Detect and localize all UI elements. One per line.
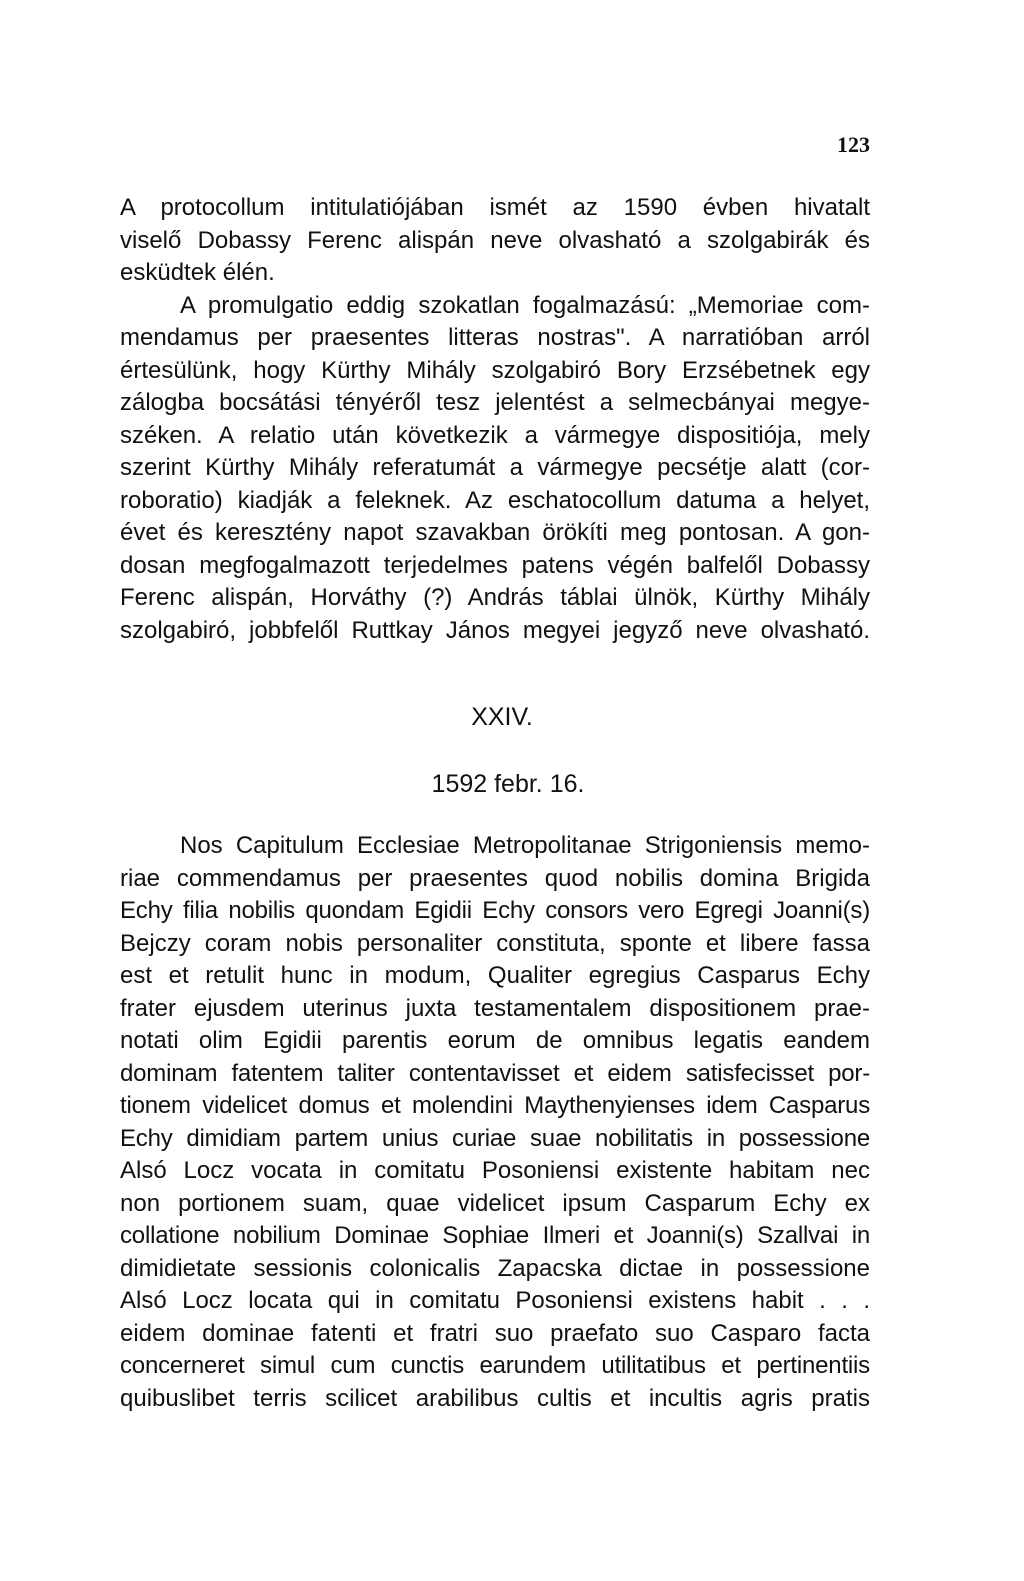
text-line: Nos Capitulum Ecclesiae Metropolitanae Strigoniensis memo- xyxy=(180,832,870,859)
text-line: notati olim Egidii parentis eorum de omnibus legatis eandem xyxy=(120,1027,870,1054)
text-line: A protocollum intitulatiójában ismét az 1590 évben hivatalt xyxy=(120,194,870,221)
section-title: XXIV. xyxy=(471,703,533,731)
text-line: Alsó Locz vocata in comitatu Posoniensi existente habitam nec xyxy=(120,1157,870,1184)
text-line: szerint Kürthy Mihály referatumát a vármegye pecsétje alatt (cor- xyxy=(120,454,870,481)
text-line: A promulgatio eddig szokatlan fogalmazású: „Memoriae com- xyxy=(180,291,870,319)
text-line: concerneret simul cum cunctis earundem utilitatibus et pertinentiis xyxy=(120,1352,870,1379)
text-line: roboratio) kiadják a feleknek. Az eschatocollum datuma a helyet, xyxy=(120,486,870,514)
text-line: esküdtek élén. xyxy=(120,259,275,286)
text-line: eidem dominae fatenti et fratri suo praefato suo Casparo facta xyxy=(120,1319,870,1347)
document-date: 1592 febr. 16. xyxy=(431,770,585,798)
text-line: frater ejusdem uterinus juxta testamentalem dispositionem prae- xyxy=(120,994,870,1022)
text-line: széken. A relatio után következik a vármegye dispositiója, mely xyxy=(120,421,870,449)
text-line: est et retulit hunc in modum, Qualiter egregius Casparus Echy xyxy=(120,962,870,989)
text-line: quibuslibet terris scilicet arabilibus cultis et incultis agris pratis xyxy=(120,1384,870,1412)
page-number: 123 xyxy=(837,132,870,157)
text-line: Alsó Locz locata qui in comitatu Posoniensi existens habit . . . xyxy=(120,1287,870,1314)
text-line: Bejczy coram nobis personaliter constituta, sponte et libere fassa xyxy=(120,929,870,957)
text-line: Echy dimidiam partem unius curiae suae nobilitatis in possessione xyxy=(120,1124,870,1152)
text-line: viselő Dobassy Ferenc alispán neve olvasható a szolgabirák és xyxy=(120,226,870,254)
text-line: riae commendamus per praesentes quod nobilis domina Brigida xyxy=(120,864,870,892)
text-line: Echy filia nobilis quondam Egidii Echy consors vero Egregi Joanni(s) xyxy=(120,897,870,924)
text-line: mendamus per praesentes litteras nostras". A narratióban arról xyxy=(120,324,870,351)
text-line: dimidietate sessionis colonicalis Zapacska dictae in possessione xyxy=(120,1254,870,1282)
text-line: szolgabiró, jobbfelől Ruttkay János megyei jegyző neve olvasható. xyxy=(120,616,870,644)
intro-paragraphs xyxy=(120,192,870,647)
charter-text xyxy=(120,830,870,1415)
text-line: tionem videlicet domus et molendini Maythenyienses idem Casparus xyxy=(120,1092,870,1119)
text-line: zálogba bocsátási tényéről tesz jelentést a selmecbányai megye- xyxy=(120,389,870,416)
text-line: Ferenc alispán, Horváthy (?) András táblai ülnök, Kürthy Mihály xyxy=(120,584,870,611)
text-line: dosan megfogalmazott terjedelmes patens végén balfelől Dobassy xyxy=(120,551,870,579)
text-line: collatione nobilium Dominae Sophiae Ilmeri et Joanni(s) Szallvai in xyxy=(120,1222,870,1249)
text-line: dominam fatentem taliter contentavisset et eidem satisfecisset por- xyxy=(120,1059,870,1087)
text-line: non portionem suam, quae videlicet ipsum Casparum Echy ex xyxy=(120,1189,870,1217)
text-line: értesülünk, hogy Kürthy Mihály szolgabiró Bory Erzsébetnek egy xyxy=(120,356,870,384)
text-line: évet és keresztény napot szavakban örökíti meg pontosan. A gon- xyxy=(120,519,870,546)
